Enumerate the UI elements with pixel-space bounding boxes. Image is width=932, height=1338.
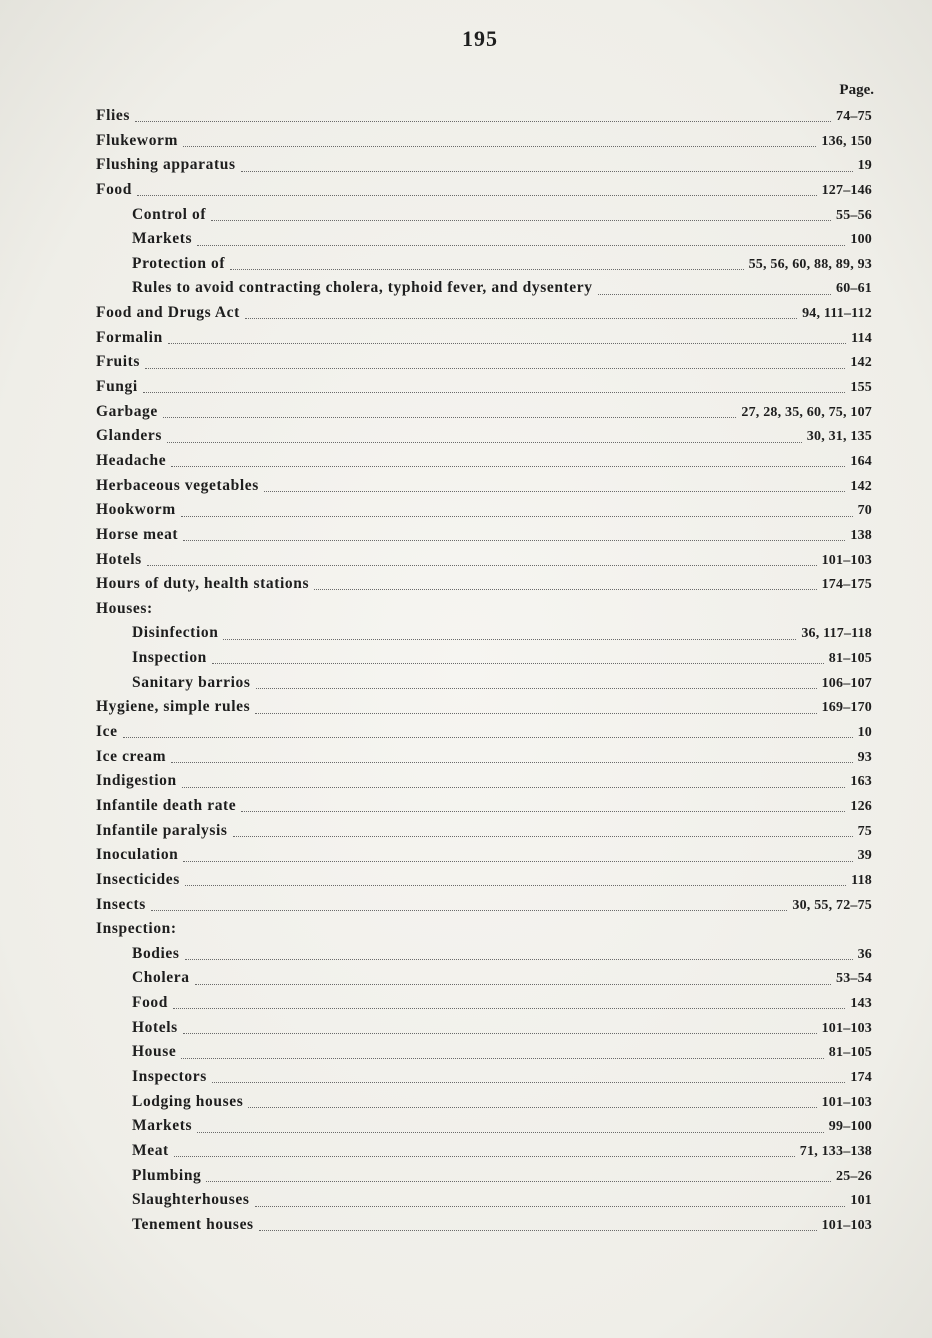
dot-leader [230, 268, 743, 270]
entry-pages: 81–105 [828, 1045, 872, 1061]
entry-pages: 174–175 [821, 577, 872, 593]
index-entry [96, 449, 872, 474]
index-subentry [96, 227, 872, 252]
entry-term: Lodging houses [132, 1092, 244, 1110]
entry-term: Hotels [96, 550, 142, 568]
index-entry [96, 843, 872, 868]
entry-term: Markets [132, 1117, 193, 1135]
dot-leader [181, 515, 853, 517]
entry-term: Insects [96, 895, 146, 913]
entry-term: Inoculation [96, 846, 179, 864]
entry-term: Fungi [96, 378, 138, 396]
dot-leader [259, 1229, 817, 1231]
index-subentry [96, 621, 872, 646]
entry-term: Hotels [132, 1018, 178, 1036]
entry-term: Plumbing [132, 1166, 202, 1184]
entry-pages: 155 [850, 380, 872, 396]
entry-pages: 101–103 [821, 1217, 872, 1233]
index-entry [96, 153, 872, 178]
entry-pages: 118 [851, 872, 872, 888]
dot-leader [145, 367, 845, 369]
dot-leader [143, 391, 846, 393]
index-entry [96, 474, 872, 499]
entry-pages: 70 [857, 503, 872, 519]
page-column-header: Page. [839, 82, 874, 98]
page-number: 195 [462, 26, 498, 51]
entry-term: Ice [96, 723, 118, 741]
entry-term: Formalin [96, 328, 163, 346]
dot-leader [183, 539, 845, 541]
entry-term: Disinfection [132, 624, 219, 642]
dot-leader [212, 662, 824, 664]
entry-term: Garbage [96, 402, 158, 420]
dot-leader [123, 736, 853, 738]
entry-term: Slaughterhouses [132, 1191, 250, 1209]
dot-leader [314, 588, 817, 590]
dot-leader [212, 1081, 846, 1083]
index-subentry [96, 1040, 872, 1065]
entry-pages: 101 [850, 1193, 872, 1209]
dot-leader [151, 909, 788, 911]
entry-pages: 55, 56, 60, 88, 89, 93 [748, 256, 872, 272]
entry-term: Inspectors [132, 1067, 207, 1085]
index-entry [96, 129, 872, 154]
entry-pages: 106–107 [821, 675, 872, 691]
dot-leader [241, 810, 845, 812]
entry-pages: 99–100 [828, 1119, 872, 1135]
entry-pages: 10 [857, 725, 872, 741]
index-subentry [96, 1164, 872, 1189]
index-list [96, 104, 872, 1237]
entry-term: Infantile paralysis [96, 821, 228, 839]
entry-term: Horse meat [96, 525, 179, 543]
dot-leader [171, 761, 853, 763]
entry-pages: 74–75 [836, 109, 872, 124]
dot-leader [598, 293, 831, 295]
dot-leader [174, 1155, 795, 1157]
dot-leader [233, 835, 853, 837]
index-entry [96, 400, 872, 425]
dot-leader [223, 638, 796, 640]
entry-pages: 138 [850, 527, 872, 543]
entry-pages: 71, 133–138 [799, 1143, 872, 1159]
index-entry [96, 375, 872, 400]
entry-pages: 60–61 [836, 281, 872, 297]
dot-leader [211, 219, 831, 221]
index-subentry [96, 1065, 872, 1090]
entry-pages: 36 [857, 946, 872, 962]
dot-leader [256, 687, 817, 689]
entry-pages: 163 [850, 774, 872, 790]
entry-term: Cholera [132, 969, 190, 987]
entry-term: Control of [132, 205, 207, 223]
dot-leader [195, 983, 831, 985]
entry-pages: 55–56 [836, 207, 872, 223]
index-entry [96, 695, 872, 720]
dot-leader [183, 1032, 817, 1034]
index-entry [96, 498, 872, 523]
entry-term: House [132, 1043, 177, 1061]
entry-pages: 27, 28, 35, 60, 75, 107 [741, 404, 872, 420]
index-subentry [96, 942, 872, 967]
dot-leader [185, 884, 846, 886]
entry-term: Flukeworm [96, 131, 179, 149]
entry-pages: 174 [850, 1069, 872, 1085]
entry-pages: 101–103 [821, 552, 872, 568]
entry-term: Fruits [96, 353, 141, 371]
dot-leader [147, 564, 817, 566]
entry-term: Headache [96, 451, 167, 469]
entry-pages: 25–26 [836, 1168, 872, 1184]
entry-pages: 136, 150 [821, 133, 872, 149]
index-entry [96, 917, 872, 942]
index-subentry [96, 646, 872, 671]
entry-term: Infantile death rate [96, 796, 237, 814]
dot-leader [255, 712, 816, 714]
entry-term: Food and Drugs Act [96, 304, 240, 322]
entry-pages: 39 [857, 848, 872, 864]
index-entry [96, 597, 872, 622]
entry-pages: 127–146 [821, 182, 872, 198]
entry-term: Protection of [132, 254, 226, 272]
index-subentry [96, 1090, 872, 1115]
index-entry [96, 301, 872, 326]
index-entry [96, 794, 872, 819]
entry-pages: 101–103 [821, 1094, 872, 1110]
entry-term: Hookworm [96, 501, 176, 519]
entry-term: Meat [132, 1141, 169, 1159]
entry-pages: 126 [850, 798, 872, 814]
dot-leader [183, 860, 852, 862]
entry-pages: 143 [850, 996, 872, 1012]
index-subentry [96, 966, 872, 991]
index-entry [96, 424, 872, 449]
entry-term: Flies [96, 107, 130, 124]
entry-term: Hygiene, simple rules [96, 698, 251, 716]
entry-pages: 93 [857, 749, 872, 765]
entry-pages: 81–105 [828, 651, 872, 667]
dot-leader [171, 465, 845, 467]
dot-leader [173, 1007, 845, 1009]
dot-leader [241, 170, 853, 172]
entry-pages: 100 [850, 232, 872, 248]
index-subentry [96, 1188, 872, 1213]
entry-pages: 101–103 [821, 1020, 872, 1036]
dot-leader [197, 1131, 824, 1133]
entry-term: Sanitary barrios [132, 673, 251, 691]
entry-term: Inspection [132, 649, 207, 667]
dot-leader [168, 342, 846, 344]
entry-term: Inspection: [96, 920, 177, 938]
dot-leader [185, 958, 853, 960]
entry-pages: 53–54 [836, 971, 872, 987]
dot-leader [182, 786, 846, 788]
entry-pages: 19 [857, 158, 872, 174]
entry-term: Food [132, 994, 168, 1012]
dot-leader [181, 1057, 823, 1059]
index-subentry [96, 1213, 872, 1238]
index-entry [96, 350, 872, 375]
index-entry [96, 769, 872, 794]
dot-leader [255, 1205, 846, 1207]
dot-leader [167, 441, 802, 443]
dot-leader [163, 416, 737, 418]
entry-term: Insecticides [96, 870, 180, 888]
entry-term: Flushing apparatus [96, 156, 236, 174]
index-entry [96, 523, 872, 548]
index-subentry [96, 252, 872, 277]
dot-leader [264, 490, 846, 492]
entry-term: Hours of duty, health stations [96, 575, 310, 593]
entry-pages: 164 [850, 453, 872, 469]
index-entry [96, 326, 872, 351]
index-entry [96, 104, 872, 129]
dot-leader [183, 145, 816, 147]
index-entry [96, 819, 872, 844]
index-entry [96, 548, 872, 573]
index-subentry [96, 1114, 872, 1139]
index-subentry [96, 671, 872, 696]
dot-leader [137, 194, 817, 196]
entry-pages: 36, 117–118 [801, 626, 872, 642]
entry-term: Bodies [132, 944, 180, 962]
index-entry [96, 745, 872, 770]
entry-term: Herbaceous vegetables [96, 476, 259, 494]
entry-term: Houses: [96, 599, 153, 617]
entry-term: Ice cream [96, 747, 167, 765]
dot-leader [206, 1180, 831, 1182]
entry-pages: 94, 111–112 [802, 306, 872, 322]
index-subentry [96, 1016, 872, 1041]
entry-pages: 142 [850, 355, 872, 371]
index-subentry [96, 1139, 872, 1164]
entry-pages: 142 [850, 478, 872, 494]
entry-term: Markets [132, 230, 193, 248]
entry-term: Tenement houses [132, 1215, 254, 1233]
index-entry [96, 178, 872, 203]
index-entry [96, 720, 872, 745]
index-subentry [96, 203, 872, 228]
entry-pages: 169–170 [821, 700, 872, 716]
dot-leader [245, 317, 797, 319]
entry-pages: 114 [851, 330, 872, 346]
dot-leader [197, 244, 845, 246]
index-entry [96, 572, 872, 597]
index-entry [96, 868, 872, 893]
dot-leader [135, 120, 831, 122]
entry-pages: 75 [857, 823, 872, 839]
index-entry [96, 893, 872, 918]
entry-term: Glanders [96, 427, 162, 445]
dot-leader [248, 1106, 816, 1108]
entry-pages: 30, 31, 135 [806, 429, 872, 445]
entry-term: Food [96, 180, 132, 198]
entry-term: Rules to avoid contracting cholera, typhoid fever, and dysentery [132, 279, 593, 297]
index-subentry [96, 991, 872, 1016]
index-subentry [96, 276, 872, 301]
entry-term: Indigestion [96, 772, 177, 790]
entry-pages: 30, 55, 72–75 [792, 897, 872, 913]
